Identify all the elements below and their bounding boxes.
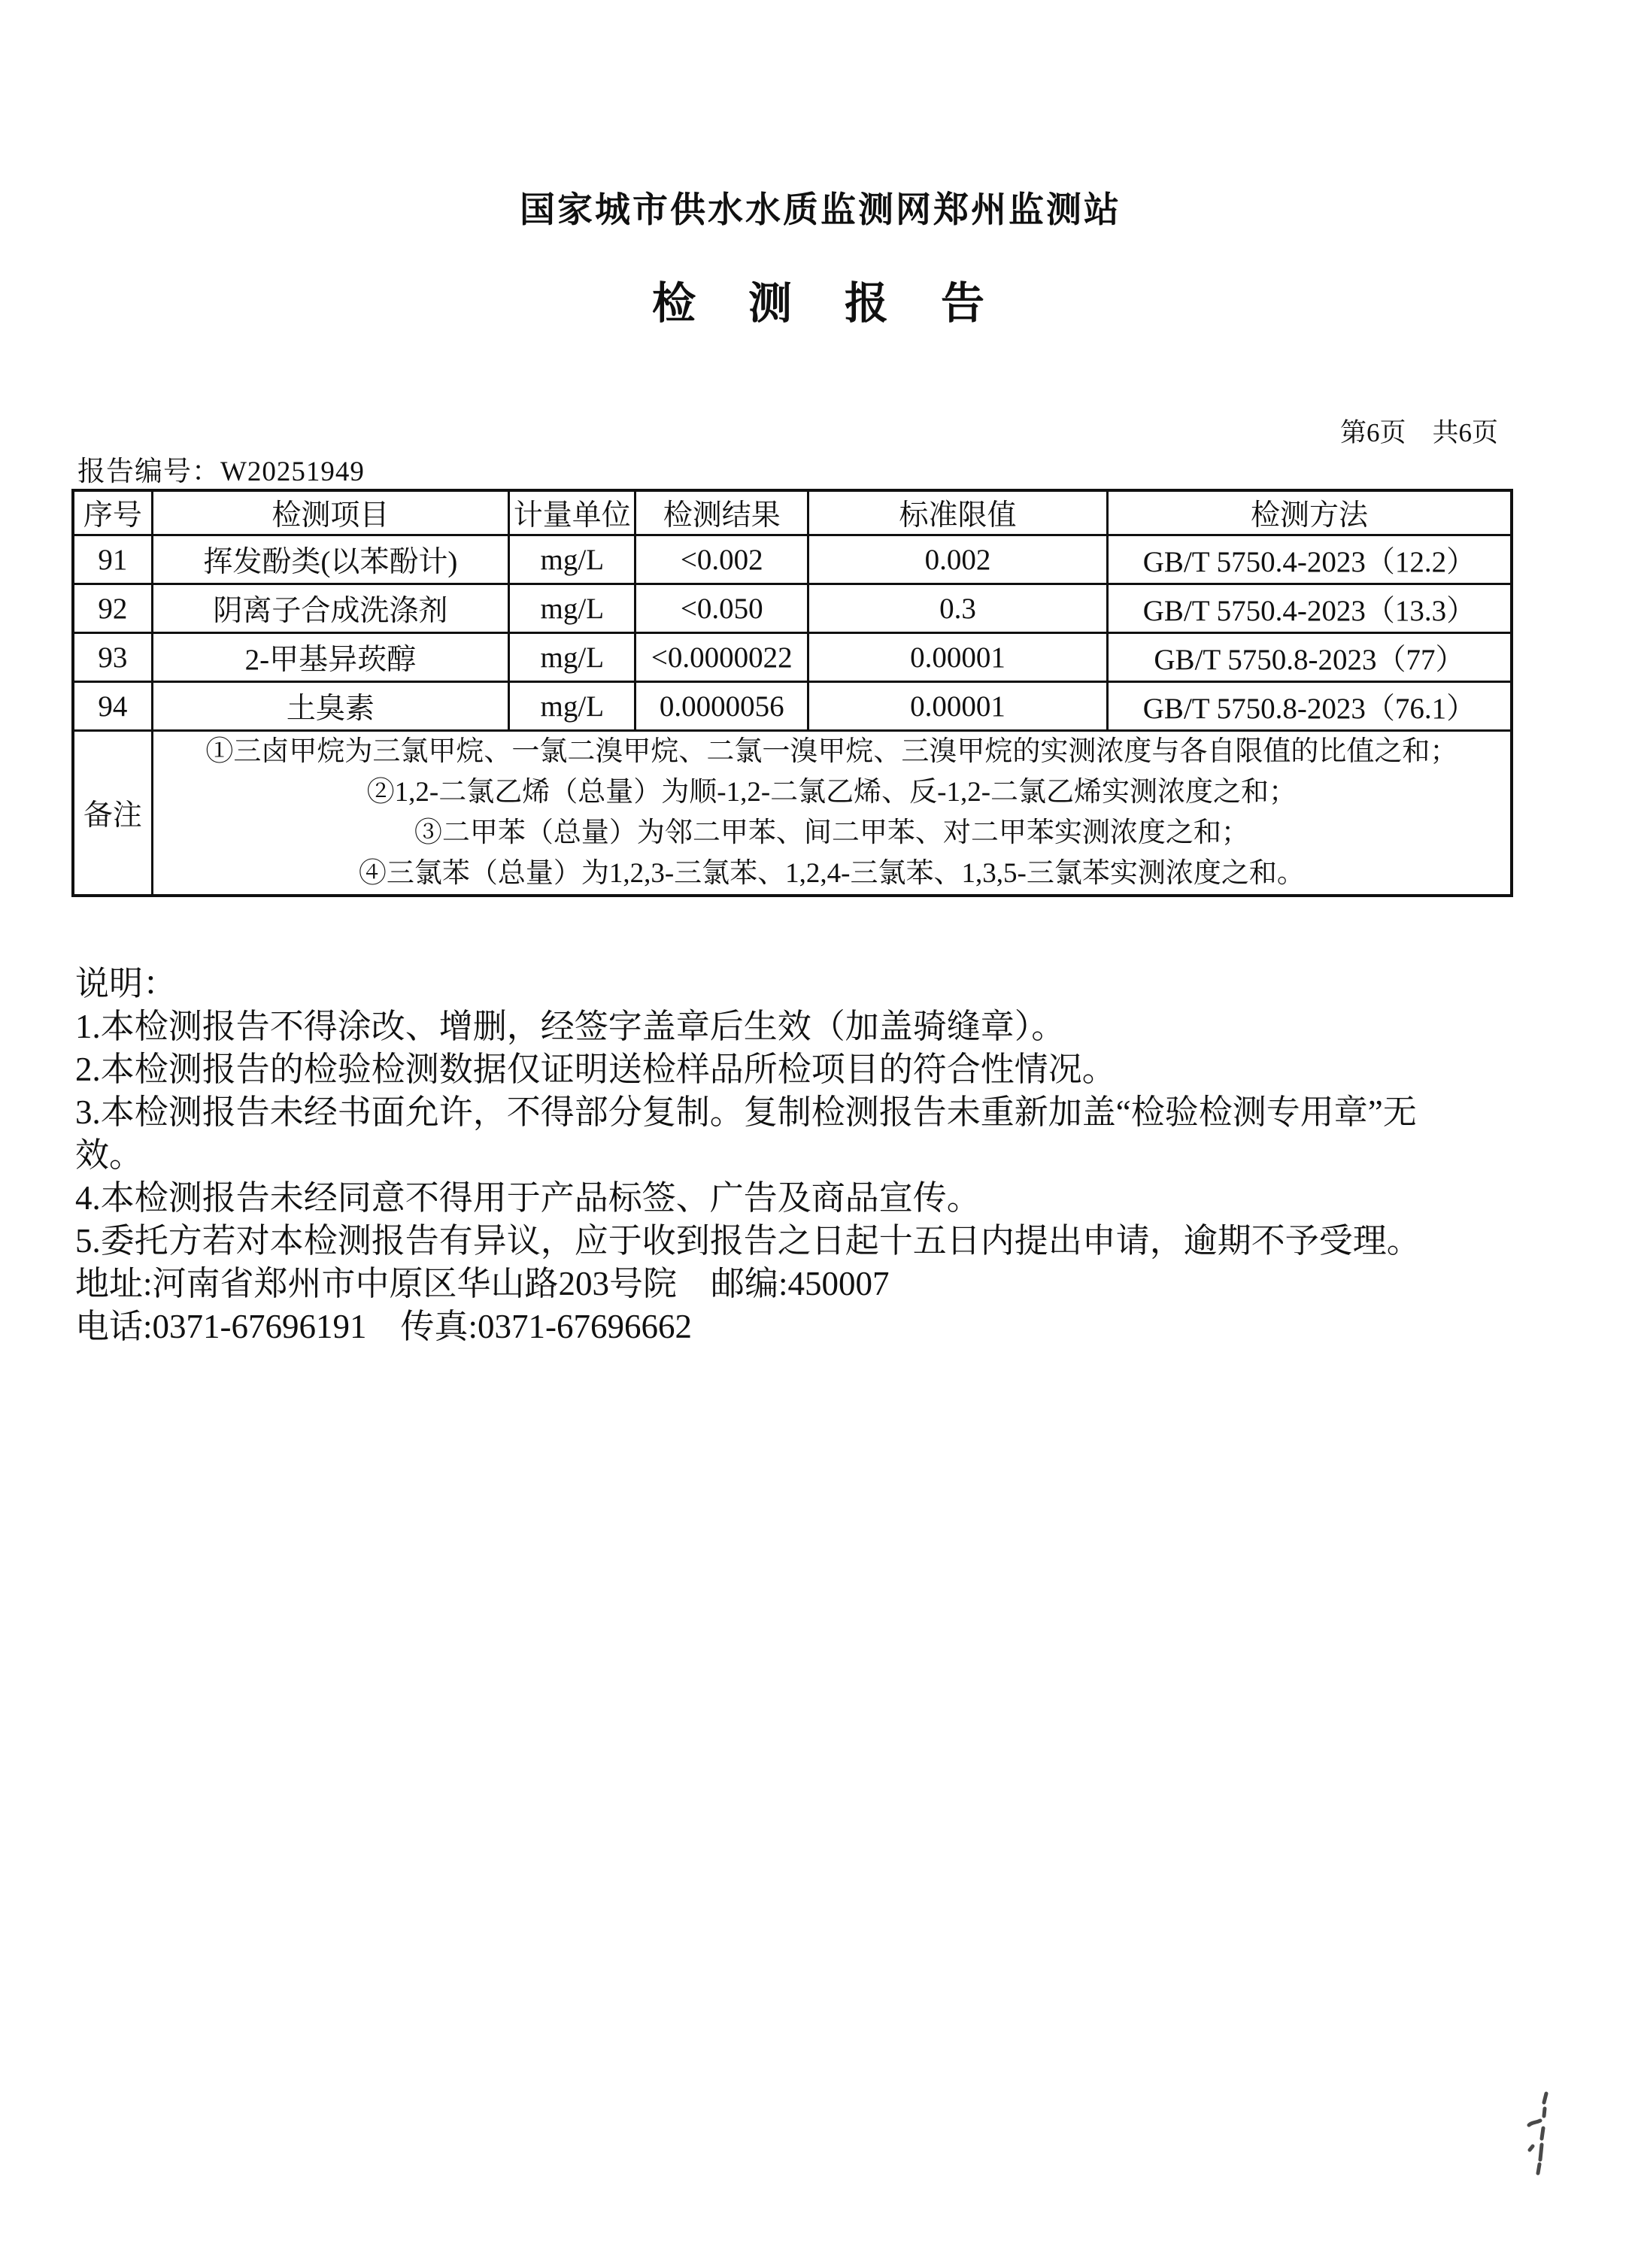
- remark-row: [73, 731, 1512, 896]
- report-number: [77, 448, 365, 489]
- row-unit: mg/L: [509, 633, 635, 682]
- remark-cell: [152, 731, 1512, 896]
- report-number-value: W20251949: [220, 456, 365, 487]
- row-item: 阴离子合成洗涤剂: [152, 584, 508, 633]
- remark-line: ④三氯苯（总量）为1,2,3-三氯苯、1,2,4-三氯苯、1,3,5-三氯苯实测浓度之和。: [358, 858, 1305, 889]
- note-item: 4.本检测报告未经同意不得用于产品标签、广告及商品宣传。: [75, 1179, 981, 1217]
- row-method: GB/T 5750.4-2023（13.3）: [1107, 584, 1512, 633]
- row-result: <0.002: [635, 535, 808, 584]
- remark-line: ①三卤甲烷为三氯甲烷、一氯二溴甲烷、二氯一溴甲烷、三溴甲烷的实测浓度与各自限值的比值之和；: [205, 736, 1458, 767]
- row-result: <0.050: [635, 584, 808, 633]
- row-limit: 0.3: [808, 584, 1108, 633]
- remark-label: 备注: [73, 731, 152, 896]
- table-row: [73, 633, 1512, 682]
- notes-heading: 说明：: [75, 965, 177, 1002]
- note-item: 2.本检测报告的检验检测数据仅证明送检样品所检项目的符合性情况。: [75, 1051, 1116, 1088]
- row-unit: mg/L: [509, 682, 635, 731]
- table-row: [73, 535, 1512, 584]
- org-title: 国家城市供水水质监测网郑州监测站: [520, 191, 1121, 230]
- page-indicator: 第6页 共6页: [1339, 418, 1498, 447]
- row-result: 0.0000056: [635, 682, 808, 731]
- row-item: 挥发酚类(以苯酚计): [152, 535, 508, 584]
- address-line: 地址:河南省郑州市中原区华山路203号院 邮编:450007: [75, 1265, 890, 1302]
- notes-section: [75, 963, 1465, 1348]
- row-item: 土臭素: [152, 682, 508, 731]
- note-item: 3.本检测报告未经书面允许，不得部分复制。复制检测报告未重新加盖“检验检测专用章”无效。: [75, 1093, 1417, 1174]
- row-unit: mg/L: [509, 535, 635, 584]
- row-method: GB/T 5750.8-2023（77）: [1107, 633, 1512, 682]
- contact-line: 电话:0371-67696191 传真:0371-67696662: [75, 1308, 692, 1345]
- row-unit: mg/L: [509, 584, 635, 633]
- row-result: <0.0000022: [635, 633, 808, 682]
- col-header-unit: 计量单位: [509, 490, 635, 535]
- note-item: 5.委托方若对本检测报告有异议，应于收到报告之日起十五日内提出申请，逾期不予受理。: [75, 1222, 1421, 1260]
- report-title: 检 测 报 告: [651, 279, 989, 328]
- row-item: 2-甲基异莰醇: [152, 633, 508, 682]
- table-row: [73, 584, 1512, 633]
- scan-artifact: [1518, 2089, 1570, 2209]
- col-header-item: 检测项目: [152, 490, 508, 535]
- col-header-method: 检测方法: [1107, 490, 1512, 535]
- row-limit: 0.00001: [808, 682, 1108, 731]
- remark-line: ③二甲苯（总量）为邻二甲苯、间二甲苯、对二甲苯实测浓度之和；: [414, 817, 1249, 848]
- table-row: [73, 682, 1512, 731]
- row-no: 93: [73, 633, 152, 682]
- report-number-label: 报告编号：: [77, 456, 220, 487]
- col-header-no: 序号: [73, 490, 152, 535]
- row-method: GB/T 5750.4-2023（12.2）: [1107, 535, 1512, 584]
- results-table: [71, 489, 1513, 897]
- row-limit: 0.002: [808, 535, 1108, 584]
- row-no: 92: [73, 584, 152, 633]
- row-no: 94: [73, 682, 152, 731]
- row-method: GB/T 5750.8-2023（76.1）: [1107, 682, 1512, 731]
- table-header-row: [73, 490, 1512, 535]
- col-header-result: 检测结果: [635, 490, 808, 535]
- remark-line: ②1,2-二氯乙烯（总量）为顺-1,2-二氯乙烯、反-1,2-二氯乙烯实测浓度之和；: [366, 777, 1297, 808]
- col-header-limit: 标准限值: [808, 490, 1108, 535]
- row-no: 91: [73, 535, 152, 584]
- row-limit: 0.00001: [808, 633, 1108, 682]
- note-item: 1.本检测报告不得涂改、增删，经签字盖章后生效（加盖骑缝章）。: [75, 1008, 1066, 1045]
